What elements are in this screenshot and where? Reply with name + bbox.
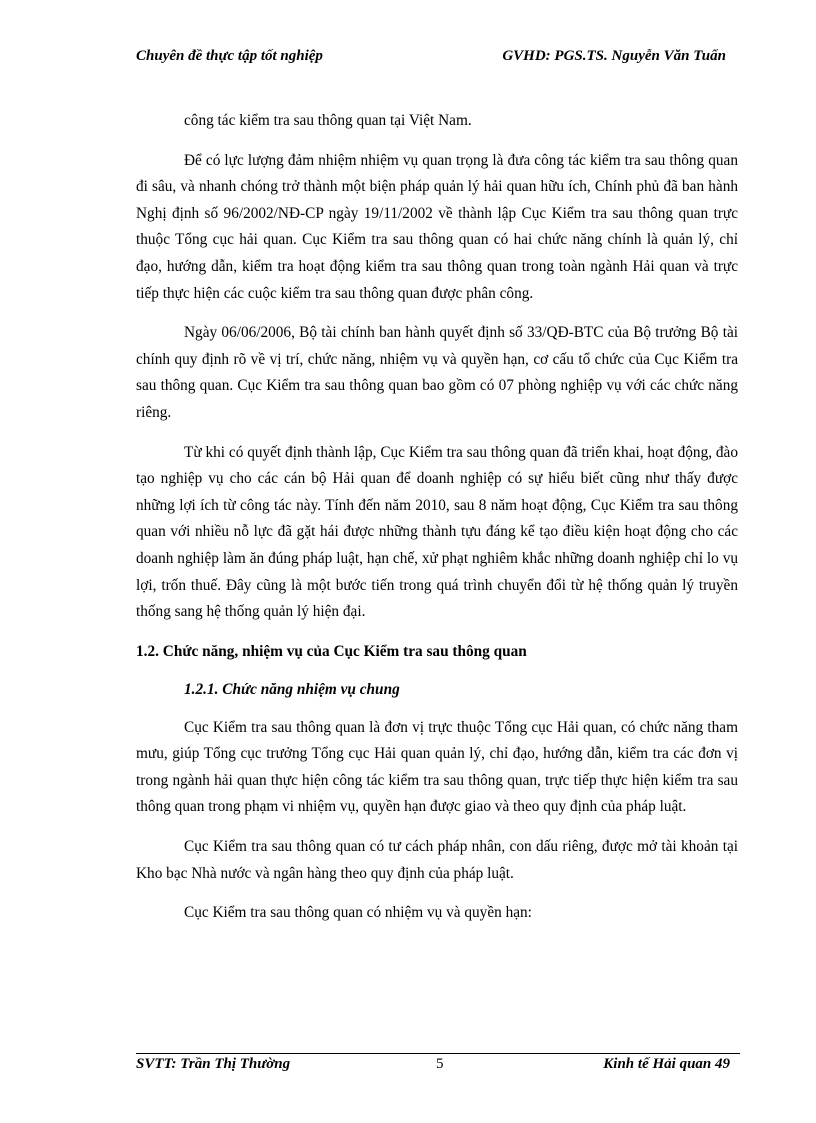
paragraph: Ngày 06/06/2006, Bộ tài chính ban hành quyết định số 33/QĐ-BTC của Bộ trưởng Bộ tài chính quy định rõ về vị trí, chức năng, nhiệm vụ và quyền hạn, cơ cấu tổ chức của Cục Kiểm tra sau thông quan. Cục Kiểm tra sau thông quan bao gồm có 07 phòng nghiệp vụ với các chức năng riêng. — [136, 324, 738, 421]
footer-student: SVTT: Trần Thị Thường — [136, 1056, 291, 1072]
header-advisor: GVHD: PGS.TS. Nguyễn Văn Tuấn — [502, 48, 726, 64]
paragraph: Cục Kiểm tra sau thông quan có nhiệm vụ và quyền hạn: — [184, 904, 532, 922]
document-body — [136, 108, 738, 940]
paragraph: Từ khi có quyết định thành lập, Cục Kiểm tra sau thông quan đã triển khai, hoạt động, đào tạo nghiệp vụ cho các cán bộ Hải quan để doanh nghiệp có sự hiểu biết cũng như thấy được những lợi ích từ công tác này. Tính đến năm 2010, sau 8 năm hoạt động, Cục Kiểm tra sau thông quan với nhiều nỗ lực đã gặt hái được những thành tựu đáng kể tạo điều kiện hoạt động cho các doanh nghiệp làm ăn đúng pháp luật, hạn chế, xử phạt nghiêm khắc những doanh nghiệp chỉ lo vụ lợi, trốn thuế. Đây cũng là một bước tiến trong quá trình chuyển đổi từ hệ thống quản lý truyền thống sang hệ thống quản lý hiện đại. — [136, 443, 738, 621]
footer-class: Kinh tế Hải quan 49 — [603, 1056, 730, 1072]
footer-divider — [136, 1053, 740, 1054]
paragraph: Để có lực lượng đảm nhiệm nhiệm vụ quan trọng là đưa công tác kiểm tra sau thông quan đi sâu, và nhanh chóng trở thành một biện pháp quản lý hải quan hữu ích, Chính phủ đã ban hành Nghị định số 96/2002/NĐ-CP ngày 19/11/2002 về thành lập Cục Kiểm tra sau thông quan trực thuộc Tổng cục hải quan. Cục Kiểm tra sau thông quan có hai chức năng chính là quản lý, chỉ đạo, hướng dẫn, kiểm tra hoạt động kiểm tra sau thông quan trong toàn ngành Hải quan và trực tiếp thực hiện các cuộc kiểm tra sau thông quan được phân công. — [136, 151, 738, 302]
header-title: Chuyên đề thực tập tốt nghiệp — [136, 48, 323, 64]
subsection-heading: 1.2.1. Chức năng nhiệm vụ chung — [184, 680, 400, 698]
section-heading: 1.2. Chức năng, nhiệm vụ của Cục Kiểm tra sau thông quan — [136, 642, 527, 660]
paragraph: Cục Kiểm tra sau thông quan là đơn vị trực thuộc Tổng cục Hải quan, có chức năng tham mưu, giúp Tổng cục trưởng Tổng cục Hải quan quản lý, chỉ đạo, hướng dẫn, kiểm tra các đơn vị trong ngành hải quan thực hiện công tác kiểm tra sau thông quan, trực tiếp thực hiện kiểm tra sau thông quan trong phạm vi nhiệm vụ, quyền hạn được giao và theo quy định của pháp luật. — [136, 718, 738, 816]
page-footer — [136, 1056, 740, 1078]
paragraph: Cục Kiểm tra sau thông quan có tư cách pháp nhân, con dấu riêng, được mở tài khoản tại Kho bạc Nhà nước và ngân hàng theo quy định của pháp luật. — [136, 838, 738, 882]
page-header — [136, 48, 726, 72]
page-number: 5 — [436, 1056, 444, 1072]
paragraph: công tác kiểm tra sau thông quan tại Việt Nam. — [184, 112, 472, 129]
